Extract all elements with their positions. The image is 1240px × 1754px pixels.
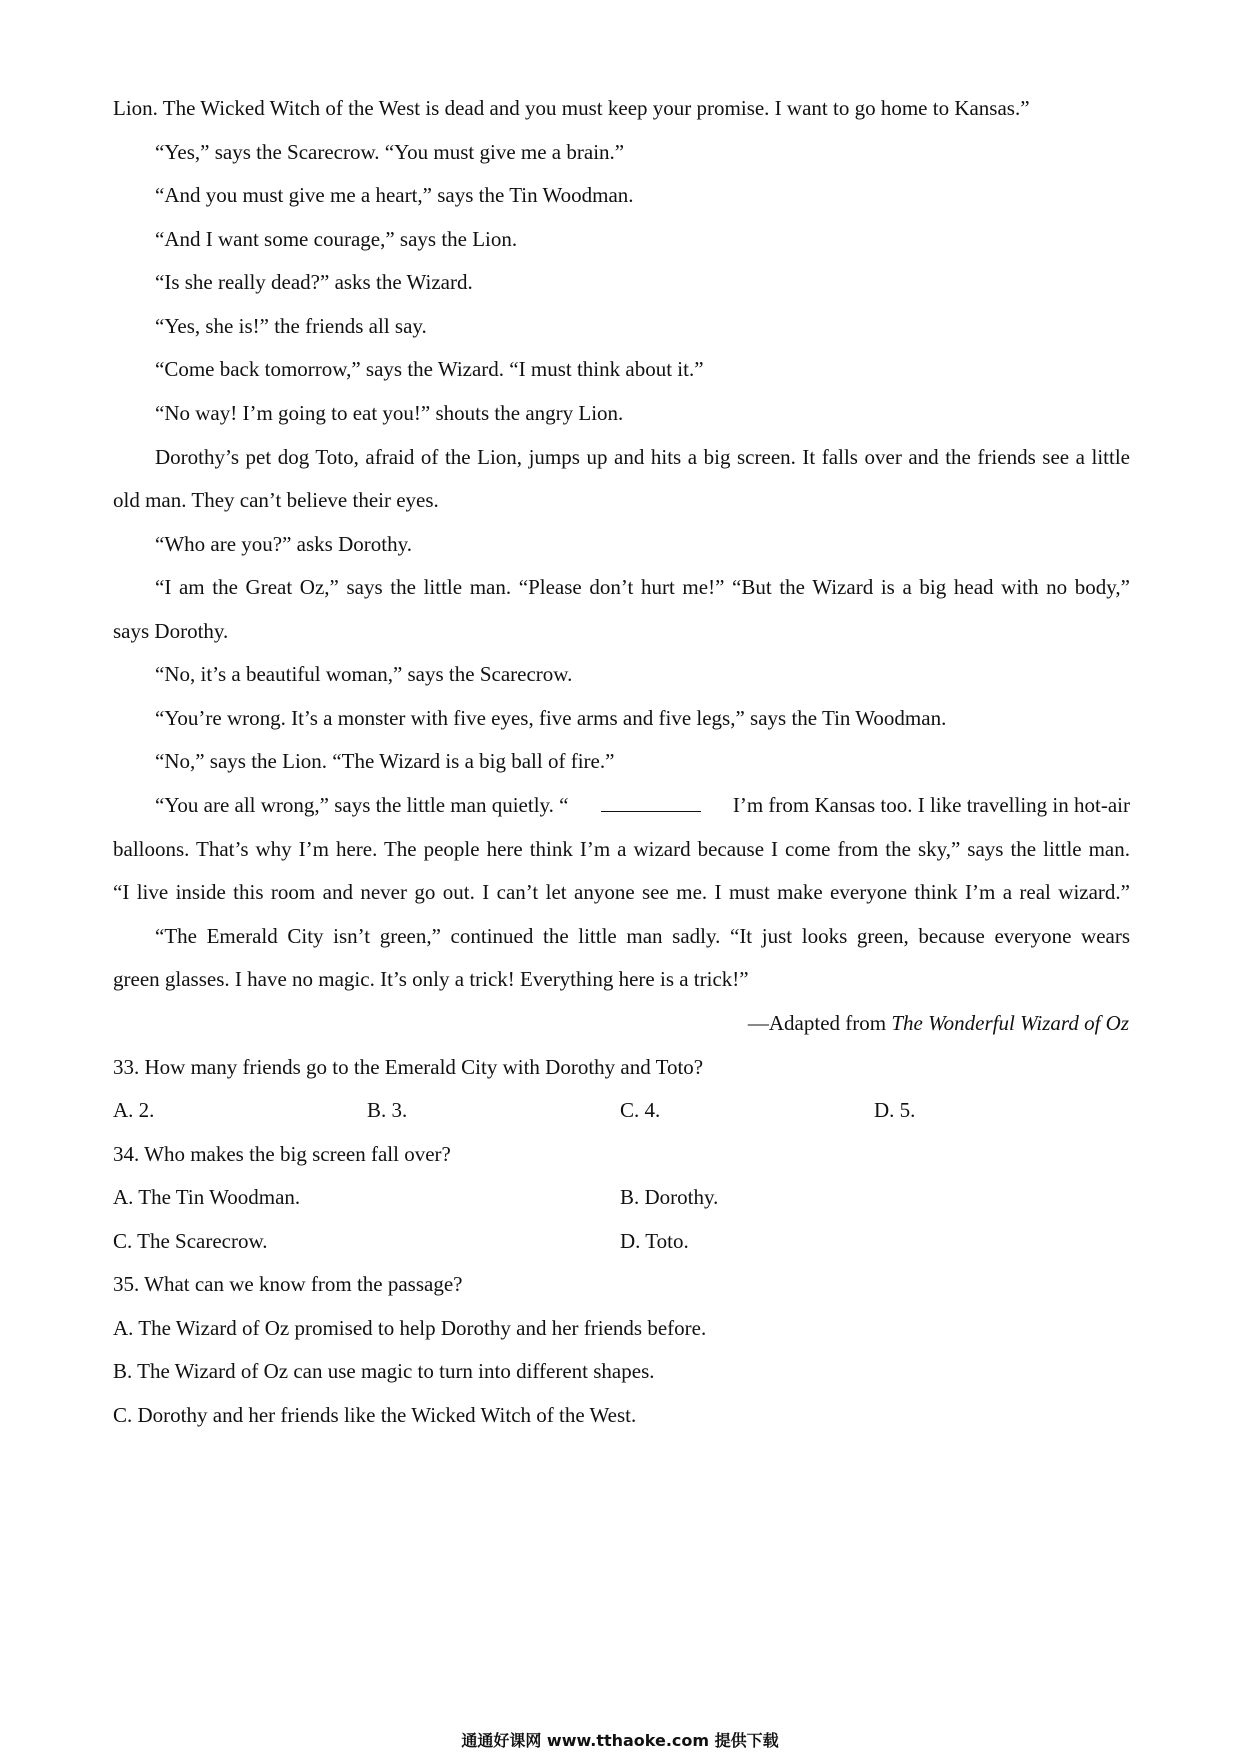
source-prefix: —Adapted from [747, 1011, 892, 1035]
question-33-option-c: C. 4. [620, 1098, 661, 1122]
question-34-option-b: B. Dorothy. [620, 1185, 719, 1209]
question-33-option-a: A. 2. [113, 1098, 155, 1122]
page-footer: 通通好课网 www.tthaoke.com 提供下载 [461, 1731, 779, 1750]
question-34-stem: 34. Who makes the big screen fall over? [113, 1142, 451, 1166]
question-35-stem: 35. What can we know from the passage? [113, 1272, 463, 1296]
question-33-stem: 33. How many friends go to the Emerald City with Dorothy and Toto? [113, 1055, 704, 1079]
question-35-option-a: A. The Wizard of Oz promised to help Dorothy and her friends before. [113, 1316, 707, 1340]
passage-line: “Is she really dead?” asks the Wizard. [155, 270, 473, 294]
question-35-option-b: B. The Wizard of Oz can use magic to turn into different shapes. [113, 1359, 655, 1383]
passage-line: “No,” says the Lion. “The Wizard is a big ball of fire.” [155, 749, 615, 773]
passage-line: “Come back tomorrow,” says the Wizard. “I must think about it.” [155, 357, 704, 381]
passage-text: I’m from Kansas too. I like travelling in hot-air [732, 793, 1130, 817]
passage-line: “Who are you?” asks Dorothy. [155, 532, 412, 556]
answer-blank [601, 791, 701, 812]
passage-line: says Dorothy. [113, 619, 229, 643]
passage-source [748, 1009, 1129, 1037]
question-35-option-c: C. Dorothy and her friends like the Wicked Witch of the West. [113, 1403, 637, 1427]
question-34-option-a: A. The Tin Woodman. [113, 1185, 301, 1209]
source-title: The Wonderful Wizard of Oz [891, 1011, 1129, 1035]
question-34-option-c: C. The Scarecrow. [113, 1229, 268, 1253]
passage-line: “And you must give me a heart,” says the Tin Woodman. [155, 183, 634, 207]
passage-line: “You’re wrong. It’s a monster with five eyes, five arms and five legs,” says the Tin Woodman. [155, 706, 947, 730]
question-33-option-d: D. 5. [874, 1098, 916, 1122]
passage-line: balloons. That’s why I’m here. The people here think I’m a wizard because I come from the sky,” says the little man. [113, 837, 1130, 861]
question-33-option-b: B. 3. [367, 1098, 408, 1122]
passage-line: “Yes, she is!” the friends all say. [155, 314, 427, 338]
passage-line: Dorothy’s pet dog Toto, afraid of the Lion, jumps up and hits a big screen. It falls over and the friends see a little [155, 445, 1130, 469]
passage-line: “No, it’s a beautiful woman,” says the Scarecrow. [155, 662, 573, 686]
passage-line: “I am the Great Oz,” says the little man. “Please don’t hurt me!” “But the Wizard is a big head with no body,” [155, 575, 1130, 599]
passage-line: “No way! I’m going to eat you!” shouts the angry Lion. [155, 401, 624, 425]
passage-line: “I live inside this room and never go out. I can’t let anyone see me. I must make everyone think I’m a real wizard.” [113, 880, 1130, 904]
passage-line: “Yes,” says the Scarecrow. “You must give me a brain.” [155, 140, 625, 164]
question-34-option-d: D. Toto. [620, 1229, 689, 1253]
passage-line: “And I want some courage,” says the Lion. [155, 227, 518, 251]
passage-line: old man. They can’t believe their eyes. [113, 488, 439, 512]
passage-line-with-blank [155, 791, 1130, 819]
passage-line: Lion. The Wicked Witch of the West is dead and you must keep your promise. I want to go home to Kansas.” [113, 96, 1030, 120]
passage-line: “The Emerald City isn’t green,” continued the little man sadly. “It just looks green, because everyone wears [155, 924, 1130, 948]
passage-line: green glasses. I have no magic. It’s only a trick! Everything here is a trick!” [113, 967, 749, 991]
passage-text: “You are all wrong,” says the little man quietly. “ [155, 793, 569, 817]
